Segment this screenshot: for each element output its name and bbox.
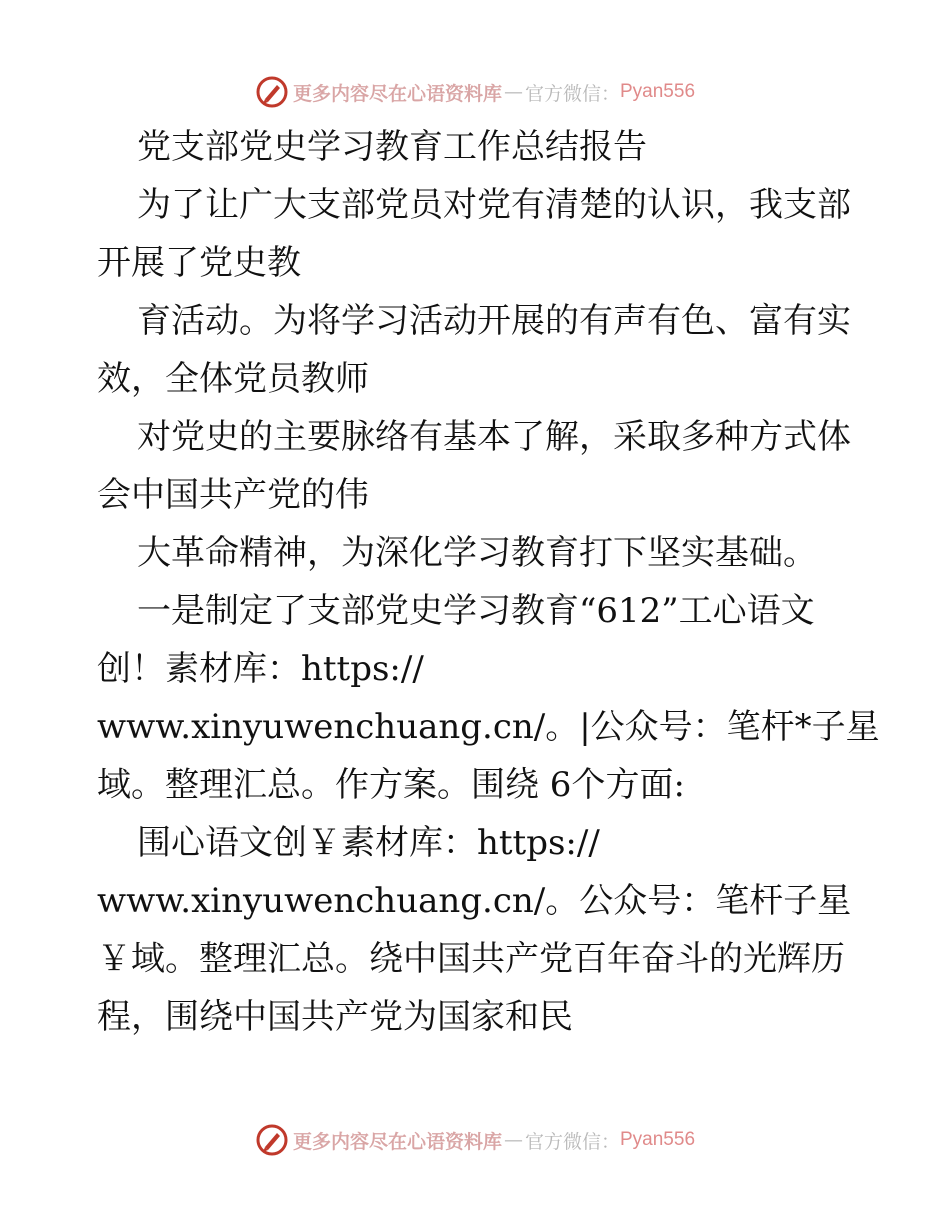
paragraph-line: 围心语文创￥素材库：https:// [137, 823, 600, 863]
footer-watermark [0, 1120, 950, 1160]
paragraph-line: 程，围绕中国共产党为国家和民 [97, 997, 573, 1037]
paragraph-line: 效，全体党员教师 [97, 359, 369, 399]
watermark-slogan: 更多内容尽在心语资料库 [292, 1130, 502, 1153]
paragraph-line: www.xinyuwenchuang.cn/。|公众号：笔杆*子星 [97, 707, 880, 747]
watermark-slogan: 更多内容尽在心语资料库 [292, 82, 502, 105]
paragraph-line: 域。整理汇总。作方案。围绕 6个方面: [97, 765, 685, 805]
paragraph-line: ￥域。整理汇总。绕中国共产党百年奋斗的光辉历 [97, 939, 845, 979]
watermark-separator: — [503, 81, 523, 103]
paragraph-line: 一是制定了支部党史学习教育“612”工心语文 [137, 591, 815, 631]
watermark-separator: — [503, 1129, 523, 1151]
pen-logo-icon [255, 75, 289, 109]
paragraph-line: 创！素材库：https:// [97, 649, 424, 689]
document-title: 党支部党史学习教育工作总结报告 [137, 127, 647, 167]
header-watermark [0, 72, 950, 112]
document-body [97, 118, 880, 1046]
paragraph-line: www.xinyuwenchuang.cn/。公众号：笔杆子星 [97, 881, 852, 921]
paragraph-line: 育活动。为将学习活动开展的有声有色、富有实 [137, 301, 851, 341]
paragraph-line: 开展了党史教 [97, 243, 301, 283]
watermark-contact-label: 官方微信： [524, 82, 620, 105]
watermark-wechat-id: Pyan556 [620, 81, 696, 102]
watermark-contact-label: 官方微信： [524, 1130, 620, 1153]
watermark-wechat-id: Pyan556 [620, 1129, 696, 1150]
paragraph-line: 为了让广大支部党员对党有清楚的认识，我支部 [137, 185, 851, 225]
paragraph-line: 大革命精神，为深化学习教育打下坚实基础。 [137, 533, 817, 573]
pen-logo-icon [255, 1123, 289, 1157]
paragraph-line: 对党史的主要脉络有基本了解，采取多种方式体 [137, 417, 851, 457]
paragraph-line: 会中国共产党的伟 [97, 475, 369, 515]
